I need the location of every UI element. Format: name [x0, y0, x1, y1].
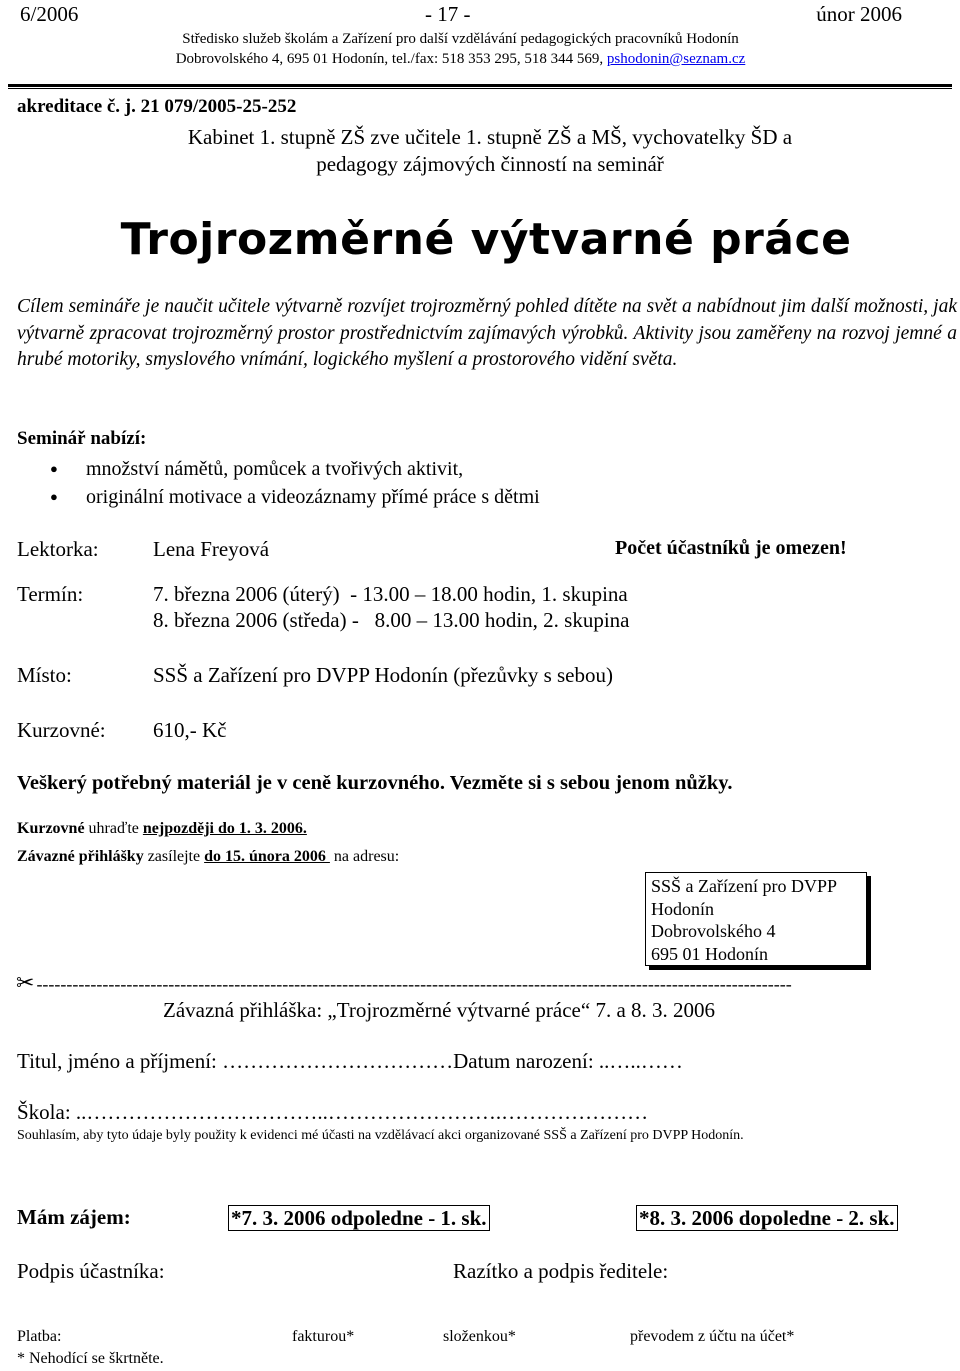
address-line: Dobrovolského 4 [651, 921, 776, 941]
header-issue: 6/2006 [20, 2, 79, 26]
address-box [645, 872, 867, 966]
date-label: Termín: [17, 582, 84, 606]
payment-invoice[interactable]: fakturou* [292, 1328, 355, 1345]
invitation-line-1: Kabinet 1. stupně ZŠ zve učitele 1. stupně ZŠ a MŠ, vychovatelky ŠD a [187, 125, 793, 149]
registration-bold: Závazné přihlášky [17, 848, 144, 865]
registration-tail: na adresu: [329, 848, 400, 865]
accreditation: akreditace č. j. 21 079/2005-25-252 [17, 96, 297, 117]
name-field[interactable]: Titul, jméno a příjmení: ……………………………Datum narození: ..…..…… [17, 1049, 683, 1073]
option-group-2[interactable]: *8. 3. 2006 dopoledne - 2. sk. [636, 1205, 898, 1231]
footnote: * Nehodící se škrtněte. [17, 1350, 164, 1367]
stamp-label: Razítko a podpis ředitele: [453, 1259, 669, 1283]
date-group-2: 8. března 2006 (středa) - 8.00 – 13.00 hodin, 2. skupina [153, 608, 630, 632]
payment-slip[interactable]: složenkou* [443, 1328, 516, 1345]
interest-label: Mám zájem: [17, 1205, 131, 1229]
capacity-note: Počet účastníků je omezen! [615, 537, 847, 559]
header-month: únor 2006 [816, 2, 902, 26]
fee-label: Kurzovné: [17, 718, 106, 742]
form-title: Závazná přihláška: „Trojrozměrné výtvarné práce“ 7. a 8. 3. 2006 [163, 998, 716, 1022]
page-header [20, 2, 902, 28]
fee-value: 610,- Kč [153, 718, 227, 742]
offer-heading: Seminář nabízí: [17, 428, 147, 449]
payment-bold: Kurzovné [17, 820, 85, 837]
header-divider-thin [8, 88, 952, 89]
payment-text: uhraďte [84, 820, 143, 837]
payment-instruction [17, 820, 307, 838]
header-organization [20, 29, 901, 69]
description-text: Cílem semináře je naučit učitele výtvarně rozvíjet trojrozměrný pohled dítěte na svět a nabídnout jim další možnosti, jak výtvarně zpracovat trojrozměrný prostor prostřednictvím zajímavých výrobků. Aktivity jsou zaměřeny na rozvoj jemné a hrubé motoriky, smyslového vnímání, logického myšlení a prostorového vidění světa. [17, 296, 957, 370]
lecturer-label: Lektorka: [17, 537, 99, 561]
header-page-number: - 17 - [425, 2, 471, 26]
email-link[interactable]: pshodonin@seznam.cz [606, 51, 746, 67]
option-group-1[interactable]: *7. 3. 2006 odpoledne - 1. sk. [228, 1205, 490, 1231]
registration-text: zasílejte [143, 848, 205, 865]
place-label: Místo: [17, 663, 72, 687]
seminar-title: Trojrozměrné výtvarné práce [120, 214, 852, 265]
consent-text: Souhlasím, aby tyto údaje byly použity k evidenci mé účasti na vzdělávací akci organizované SSŠ a Zařízení pro DVPP Hodonín. [17, 1128, 744, 1143]
signature-label: Podpis účastníka: [17, 1259, 165, 1283]
scissors-icon: ✂ [16, 970, 35, 992]
header-divider [8, 84, 952, 87]
payment-transfer[interactable]: převodem z účtu na účet* [630, 1328, 795, 1345]
address-line: SSŠ a Zařízení pro DVPP [651, 876, 837, 896]
address-text: Dobrovolského 4, 695 01 Hodonín, tel./fax: 518 353 295, 518 344 569, [175, 51, 607, 67]
registration-deadline: do 15. února 2006 [204, 848, 330, 865]
lecturer-name: Lena Freyová [153, 537, 270, 561]
address-line: 695 01 Hodonín [651, 943, 768, 964]
school-field[interactable]: Škola: ..……………………………..…………………….………………… [17, 1100, 649, 1124]
org-name: Středisko služeb školám a Zařízení pro další vzdělávání pedagogických pracovníků Hodonín [182, 31, 739, 47]
material-note: Veškerý potřebný materiál je v ceně kurzovného. Vezměte si s sebou jenom nůžky. [17, 772, 733, 794]
list-item: ● originální motivace a videozáznamy přímé práce s dětmi [50, 483, 540, 511]
invitation [150, 124, 830, 178]
place-value: SSŠ a Zařízení pro DVPP Hodonín (přezůvky s sebou) [153, 663, 614, 687]
seminar-description [17, 294, 957, 374]
payment-deadline: nejpozději do 1. 3. 2006. [142, 820, 307, 837]
address-line: Hodonín [651, 898, 714, 919]
registration-instruction [17, 848, 399, 866]
list-item: ● množství námětů, pomůcek a tvořivých aktivit, [50, 455, 540, 483]
cut-dashes: ------------------------------------------------------------------------------------------------------------------------------ [36, 974, 792, 992]
offer-list [50, 455, 540, 511]
date-group-1: 7. března 2006 (úterý) - 13.00 – 18.00 hodin, 1. skupina [153, 582, 628, 606]
org-address [20, 49, 901, 69]
invitation-line-2: pedagogy zájmových činností na seminář [316, 152, 664, 176]
payment-method-label: Platba: [17, 1328, 62, 1345]
cut-line [16, 970, 906, 992]
